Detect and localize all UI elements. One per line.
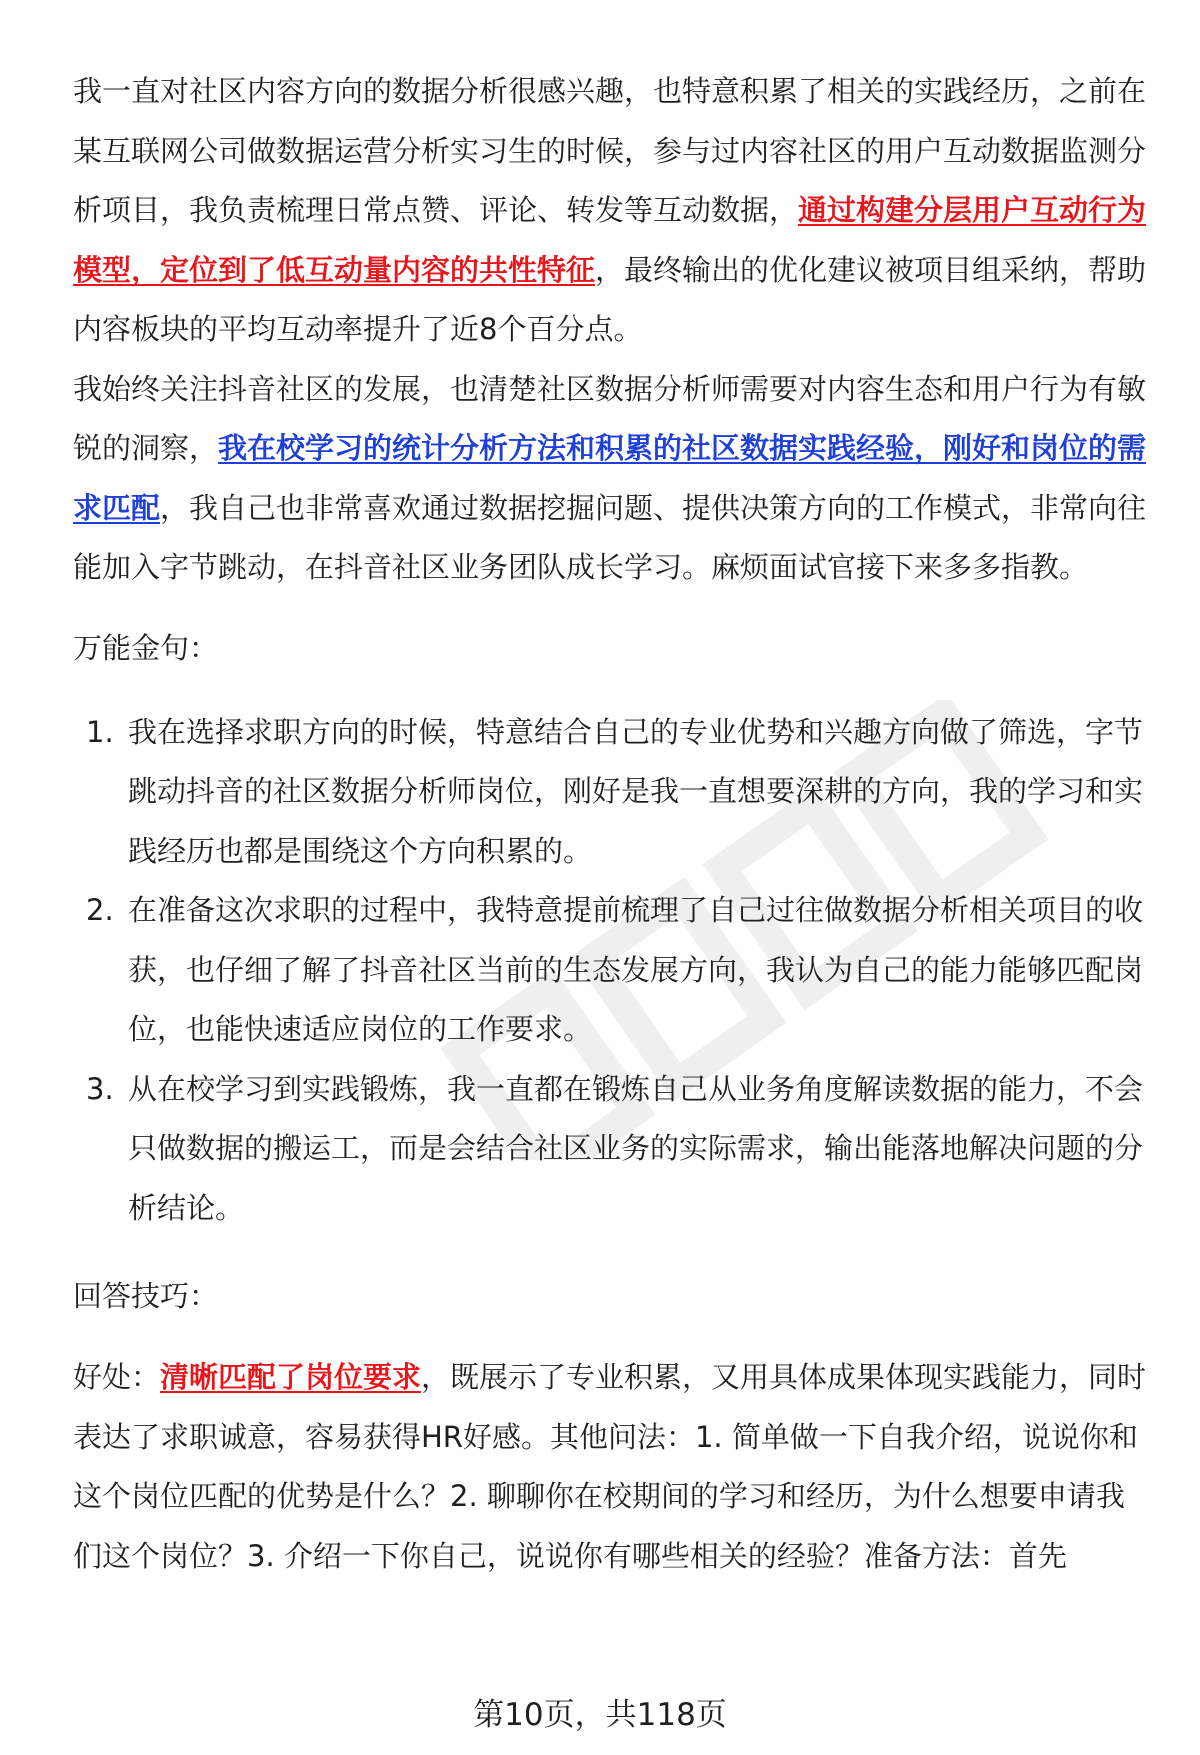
intro-paragraph-2 [73,360,1148,598]
document-page [73,62,1148,1586]
list-item-number: 3. [86,1071,114,1106]
list-item-text: 在准备这次求职的过程中，我特意提前梳理了自己过往做数据分析相关项目的收获，也仔细了解了抖音社区当前的生态发展方向，我认为自己的能力能够匹配岗位，也能快速适应岗位的工作要求。 [128,893,1144,1046]
tips-paragraph [73,1348,1148,1586]
para2-text-b: ，我自己也非常喜欢通过数据挖掘问题、提供决策方向的工作模式，非常向往能加入字节跳动，在抖音社区业务团队成长学习。麻烦面试官接下来多多指教。 [73,490,1147,584]
para3-text-a: 好处： [73,1360,161,1394]
para3-highlight: 清晰匹配了岗位要求 [160,1360,422,1394]
section-title-golden-sentences: 万能金句： [73,630,219,665]
list-item-number: 1. [86,714,114,749]
intro-paragraph-1 [73,62,1148,360]
para2-highlight: 我在校学习的统计分析方法和积累的社区数据实践经验，刚好和岗位的需求匹配 [73,431,1147,525]
list-item-text: 从在校学习到实践锻炼，我一直都在锻炼自己从业务角度解读数据的能力，不会只做数据的搬运工，而是会结合社区业务的实际需求，输出能落地解决问题的分析结论。 [128,1071,1144,1225]
page-number-footer: 第10页，共118页 [473,1697,727,1733]
para3-text-b: ，既展示了专业积累，又用具体成果体现实践能力，同时表达了求职诚意，容易获得HR好感。其他问法：1. 简单做一下自我介绍，说说你和这个岗位匹配的优势是什么？2. 聊聊你在校期间的学习和经历，为什么想要申请我们这个岗位？3. 介绍一下你自己，说说你有哪些相关的经验？准备方法：首先 [73,1360,1147,1573]
para2-text-a: 我始终关注抖音社区的发展，也清楚社区数据分析师需要对内容生态和用户行为有敏锐的洞察， [73,371,1147,465]
section-title-answer-tips: 回答技巧： [73,1279,219,1313]
list-item-text: 我在选择求职方向的时候，特意结合自己的专业优势和兴趣方向做了筛选，字节跳动抖音的社区数据分析师岗位，刚好是我一直想要深耕的方向，我的学习和实践经历也都是围绕这个方向积累的。 [128,714,1144,868]
list-item [73,1060,1148,1239]
para1-highlight: 通过构建分层用户互动行为模型，定位到了低互动量内容的共性特征 [73,193,1147,287]
list-item-number: 2. [86,893,114,927]
para1-text-a: 我一直对社区内容方向的数据分析很感兴趣，也特意积累了相关的实践经历，之前在某互联网公司做数据运营分析实习生的时候，参与过内容社区的用户互动数据监测分析项目，我负责梳理日常点赞、评论、转发等互动数据， [73,74,1147,227]
list-item [73,881,1148,1060]
list-item [73,703,1148,882]
golden-sentence-list [73,703,1148,1239]
para1-text-b: ，最终输出的优化建议被项目组采纳，帮助内容板块的平均互动率提升了近8个百分点。 [73,252,1147,346]
